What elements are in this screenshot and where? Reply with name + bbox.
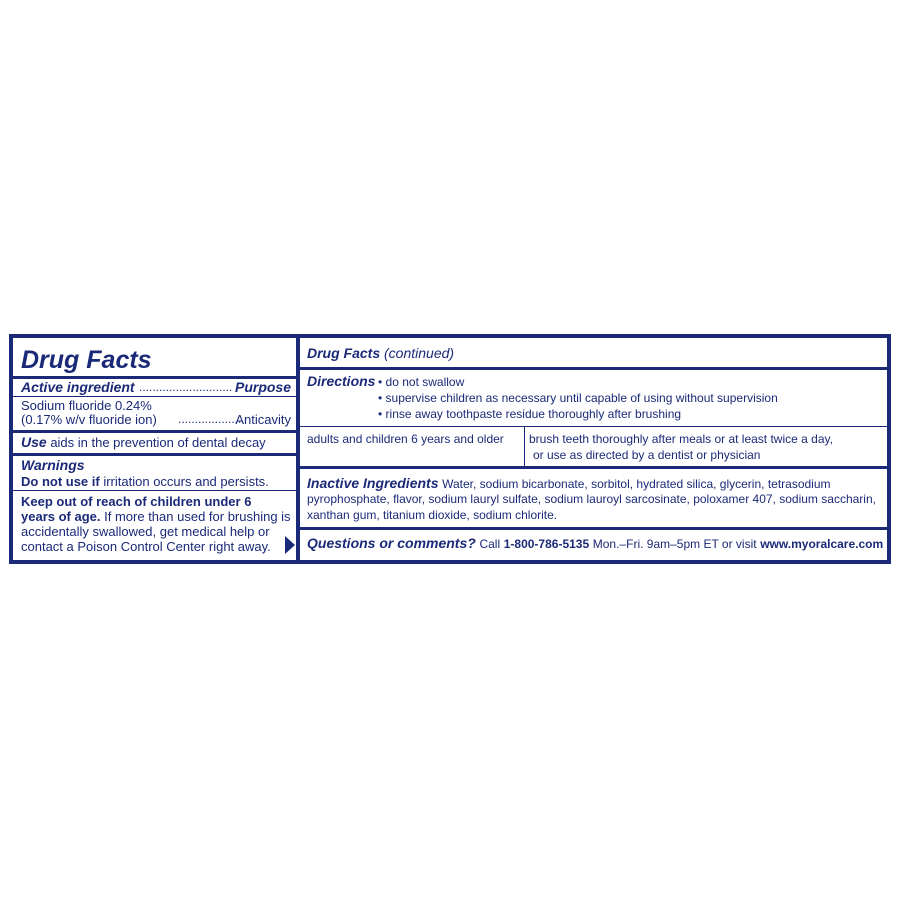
questions-heading: Questions or comments? bbox=[307, 535, 476, 551]
keep-out-line2 bbox=[21, 509, 291, 524]
divider bbox=[13, 396, 296, 397]
divider bbox=[13, 490, 296, 491]
questions-line bbox=[307, 536, 883, 552]
inactive-text: Water, sodium bicarbonate, sorbitol, hydrated silica, glycerin, tetrasodium bbox=[442, 477, 831, 491]
warnings-heading: Warnings bbox=[21, 457, 85, 473]
directions-heading: Directions bbox=[307, 373, 376, 389]
do-not-use-text: irritation occurs and persists. bbox=[103, 474, 269, 489]
ingredient-line2: (0.17% w/v fluoride ion) bbox=[21, 412, 157, 427]
divider bbox=[300, 367, 887, 370]
drug-facts-label bbox=[9, 334, 891, 564]
purpose-value: Anticavity bbox=[235, 412, 291, 427]
table-divider bbox=[524, 427, 525, 466]
keep-out-line1: Keep out of reach of children under 6 bbox=[21, 494, 252, 509]
divider bbox=[300, 466, 887, 469]
directions-item: • supervise children as necessary until capable of using without supervision bbox=[378, 391, 778, 405]
use-heading: Use bbox=[21, 434, 47, 450]
divider bbox=[13, 453, 296, 456]
directions-item: • rinse away toothpaste residue thoroughly after brushing bbox=[378, 407, 682, 421]
keep-out-line3: accidentally swallowed, get medical help or bbox=[21, 524, 270, 539]
ingredient-line1: Sodium fluoride 0.24% bbox=[21, 398, 152, 413]
table-cell-age: adults and children 6 years and older bbox=[307, 432, 504, 446]
hours-text: Mon.–Fri. 9am–5pm ET or visit bbox=[592, 537, 757, 551]
inactive-line1 bbox=[307, 476, 831, 492]
active-ingredient-heading: Active ingredient bbox=[21, 379, 135, 395]
keep-out-line4: contact a Poison Control Center right away. bbox=[21, 539, 271, 554]
inactive-line2: pyrophosphate, flavor, sodium lauryl sulfate, sodium lauroyl sarcosinate, poloxamer 407, sodium saccharin, bbox=[307, 492, 876, 506]
keep-out-line2-text: If more than used for brushing is bbox=[104, 509, 291, 524]
divider bbox=[13, 430, 296, 433]
use-text: aids in the prevention of dental decay bbox=[50, 435, 266, 450]
table-cell-instruction: brush teeth thoroughly after meals or at least twice a day, bbox=[529, 432, 833, 446]
divider bbox=[300, 426, 887, 427]
divider bbox=[300, 527, 887, 530]
keep-out-line2-bold: years of age. bbox=[21, 509, 101, 524]
dot-leader: ............................ bbox=[139, 380, 233, 394]
drug-facts-title: Drug Facts bbox=[21, 346, 152, 374]
continued-title-bold: Drug Facts bbox=[307, 345, 381, 361]
website-link[interactable]: www.myoralcare.com bbox=[760, 537, 884, 551]
questions-call: Call bbox=[479, 537, 501, 551]
do-not-use-bold: Do not use if bbox=[21, 474, 100, 489]
inactive-heading: Inactive Ingredients bbox=[307, 475, 439, 491]
use-section bbox=[21, 435, 266, 450]
do-not-use-line bbox=[21, 474, 269, 489]
directions-item: • do not swallow bbox=[378, 375, 465, 389]
continued-suffix: (continued) bbox=[384, 345, 455, 361]
purpose-heading: Purpose bbox=[234, 379, 291, 395]
dot-leader: ................... bbox=[178, 412, 242, 426]
table-cell-instruction: or use as directed by a dentist or physician bbox=[533, 448, 761, 462]
drug-facts-left-panel bbox=[13, 338, 296, 560]
drug-facts-right-panel bbox=[300, 338, 887, 560]
triangle-right-icon bbox=[285, 536, 295, 554]
inactive-line3: xanthan gum, titanium dioxide, sodium chlorite. bbox=[307, 508, 558, 522]
continued-title bbox=[307, 346, 454, 361]
phone-number: 1-800-786-5135 bbox=[503, 537, 590, 551]
